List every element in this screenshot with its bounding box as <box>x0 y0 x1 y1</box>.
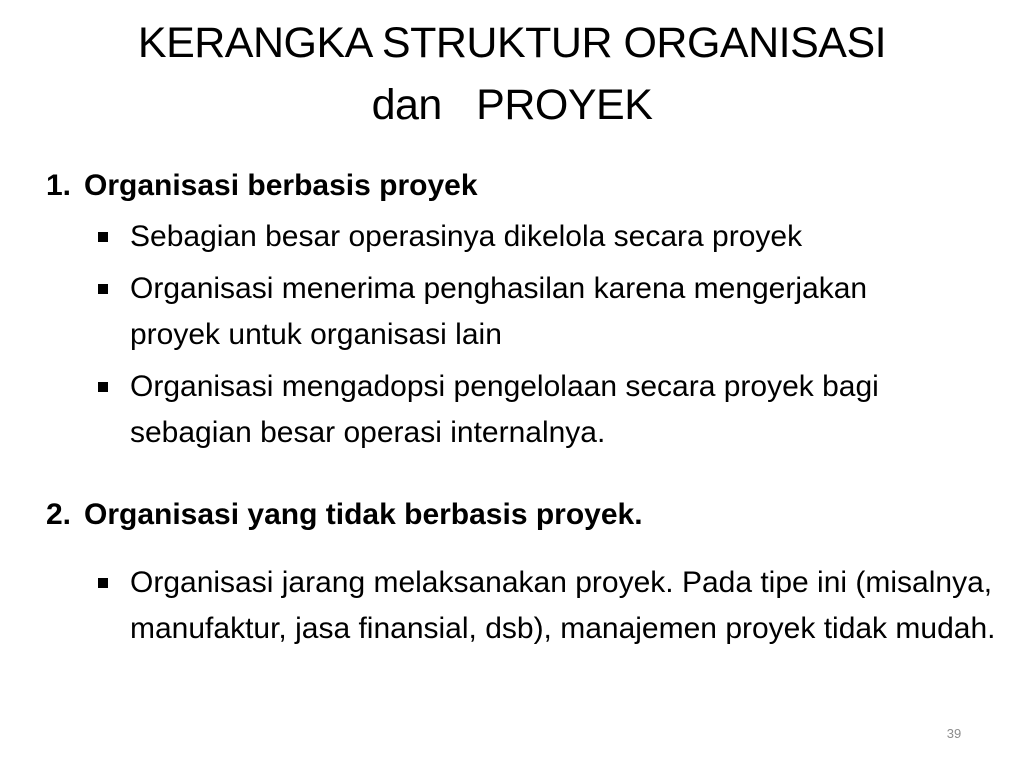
section-number: 2. <box>46 498 72 531</box>
section-heading-1 <box>46 166 478 206</box>
bullet-text: Organisasi mengadopsi pengelolaan secara proyek bagi sebagian besar operasi internalnya. <box>130 370 879 449</box>
section-number: 1. <box>46 169 72 202</box>
bullet-text: Organisasi jarang melaksanakan proyek. Pada tipe ini (misalnya, manufaktur, jasa finansial, dsb), manajemen proyek tidak mudah. <box>130 566 996 645</box>
section-heading-2 <box>46 495 643 535</box>
section-heading-text: Organisasi yang tidak berbasis proyek. <box>84 498 643 531</box>
page-number: 39 <box>946 726 962 741</box>
square-bullet-icon <box>98 578 108 588</box>
square-bullet-icon <box>98 232 108 242</box>
bullet-item <box>98 364 998 456</box>
bullet-item <box>98 266 998 358</box>
bullet-item <box>98 560 998 652</box>
section-heading-text: Organisasi berbasis proyek <box>84 169 478 202</box>
slide-title-line-2: dan PROYEK <box>371 81 653 129</box>
slide-title <box>40 12 984 136</box>
bullet-text: Organisasi menerima penghasilan karena mengerjakan proyek untuk organisasi lain <box>130 272 868 351</box>
square-bullet-icon <box>98 382 108 392</box>
square-bullet-icon <box>98 284 108 294</box>
bullet-item <box>98 214 998 260</box>
bullet-text: Sebagian besar operasinya dikelola secara proyek <box>130 220 803 253</box>
slide-title-line-1: KERANGKA STRUKTUR ORGANISASI <box>137 19 887 67</box>
